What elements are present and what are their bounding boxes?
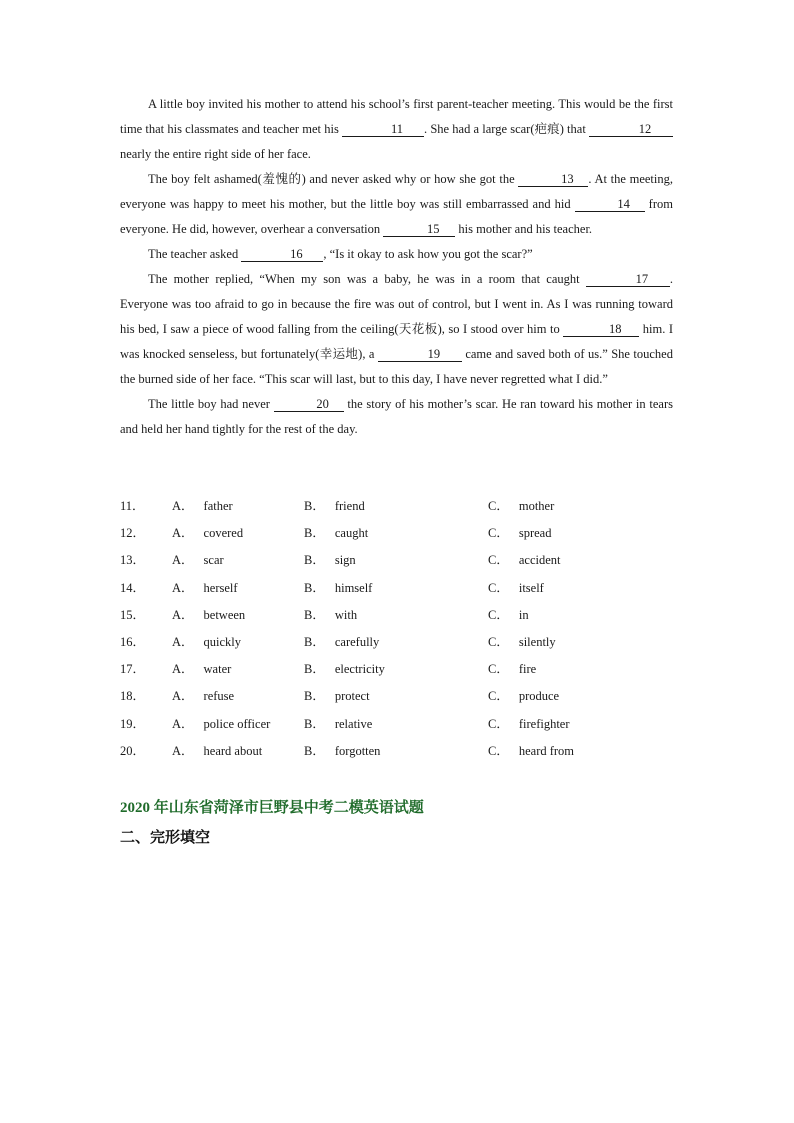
question-row xyxy=(120,601,680,628)
text: . At the meeting, everyone was happy to meet his mother, but the little boy was still embarrassed and hid xyxy=(120,172,673,211)
option-letter: C． xyxy=(488,553,509,568)
option-text: forgotten xyxy=(334,743,381,758)
option-c xyxy=(488,578,544,596)
option-text: itself xyxy=(518,580,544,595)
blank-15: 15 xyxy=(383,222,455,237)
question-number: 17． xyxy=(120,662,146,677)
option-letter: C． xyxy=(488,526,509,541)
option-text: accident xyxy=(518,553,561,568)
blank-14: 14 xyxy=(575,197,645,212)
option-letter: B． xyxy=(304,743,325,758)
option-b xyxy=(304,659,385,677)
paragraph-4 xyxy=(120,267,673,392)
text: nearly the entire right side of her face. xyxy=(120,147,311,161)
text: A little boy invited his mother to attend his school’s first parent-teacher meeting. This would be the first time that his classmates and teacher met his xyxy=(120,97,673,136)
paragraph-5 xyxy=(120,392,673,442)
blank-12: 12 xyxy=(589,122,673,137)
option-c xyxy=(488,605,529,623)
option-text: water xyxy=(203,662,232,677)
text: came and saved both of us.” She touched the burned side of her face. “This scar will last, but to this day, I have never regretted what I did.” xyxy=(120,347,673,386)
text: The boy felt ashamed(羞愧的) and never asked why or how she got the xyxy=(148,172,519,186)
option-letter: B． xyxy=(304,553,325,568)
blank-18: 18 xyxy=(563,322,639,337)
option-letter: A． xyxy=(172,716,194,731)
question-number: 12． xyxy=(120,526,146,541)
question-row xyxy=(120,519,680,546)
option-text: electricity xyxy=(334,662,385,677)
option-text: spread xyxy=(518,526,552,541)
question-row xyxy=(120,737,680,764)
option-a xyxy=(172,686,234,704)
option-text: covered xyxy=(203,526,244,541)
option-text: relative xyxy=(334,716,373,731)
paragraph-1 xyxy=(120,92,673,167)
question-number: 19． xyxy=(120,716,146,731)
option-text: friend xyxy=(334,499,365,513)
option-letter: C． xyxy=(488,580,509,595)
text: The little boy had never xyxy=(148,397,274,411)
option-a xyxy=(172,496,233,514)
text: his mother and his teacher. xyxy=(455,222,593,236)
option-b xyxy=(304,550,356,568)
option-text: scar xyxy=(203,553,224,568)
option-a xyxy=(172,605,245,623)
option-letter: C． xyxy=(488,607,509,622)
question-number: 20． xyxy=(120,743,146,758)
option-text: fire xyxy=(518,662,537,677)
option-letter: A． xyxy=(172,689,194,704)
option-letter: C． xyxy=(488,716,509,731)
option-c xyxy=(488,714,570,732)
option-a xyxy=(172,550,224,568)
option-a xyxy=(172,632,241,650)
question-row xyxy=(120,628,680,655)
question-number: 15． xyxy=(120,607,146,622)
option-text: refuse xyxy=(203,689,235,704)
blank-16: 16 xyxy=(241,247,323,262)
option-letter: B． xyxy=(304,607,325,622)
option-letter: A． xyxy=(172,634,194,649)
option-text: caught xyxy=(334,526,369,541)
option-letter: C． xyxy=(488,689,509,704)
option-b xyxy=(304,605,357,623)
option-text: heard from xyxy=(518,743,575,758)
option-text: silently xyxy=(518,634,556,649)
option-a xyxy=(172,714,270,732)
question-number: 18． xyxy=(120,689,146,704)
question-number: 16． xyxy=(120,634,146,649)
question-number: 11． xyxy=(120,499,145,513)
text: . She had a large scar(疤痕) that xyxy=(424,122,589,136)
option-text: produce xyxy=(518,689,560,704)
question-row xyxy=(120,546,680,573)
option-letter: B． xyxy=(304,526,325,541)
paragraph-2 xyxy=(120,167,673,242)
option-text: between xyxy=(203,607,246,622)
text: The teacher asked xyxy=(148,247,242,261)
option-a xyxy=(172,523,243,541)
question-row xyxy=(120,574,680,601)
blank-17: 17 xyxy=(586,272,670,287)
question-row xyxy=(120,710,680,737)
option-text: quickly xyxy=(203,634,242,649)
paragraph-3 xyxy=(120,242,673,267)
option-text: heard about xyxy=(203,743,263,758)
cloze-passage xyxy=(120,92,673,442)
option-letter: C． xyxy=(488,662,509,677)
option-text: mother xyxy=(518,499,555,513)
option-letter: A． xyxy=(172,607,194,622)
option-letter: A． xyxy=(172,743,194,758)
option-text: herself xyxy=(203,580,238,595)
option-letter: A． xyxy=(172,499,194,513)
option-b xyxy=(304,632,379,650)
text: . Everyone was too afraid to go in because the fire was out of control, but I went in. As I was running toward his bed, I saw a piece of wood falling from the ceiling(天花板), so I stood over him to xyxy=(120,272,673,336)
question-number: 13． xyxy=(120,553,146,568)
option-letter: B． xyxy=(304,662,325,677)
option-letter: C． xyxy=(488,743,509,758)
option-letter: A． xyxy=(172,662,194,677)
source-title: 2020 年山东省菏泽市巨野县中考二模英语试题 xyxy=(120,800,424,816)
option-b xyxy=(304,714,372,732)
option-letter: C． xyxy=(488,634,509,649)
option-b xyxy=(304,686,370,704)
option-text: firefighter xyxy=(518,716,570,731)
text: the story of his mother’s scar. He ran toward his mother in tears and held her hand tightly for the rest of the day. xyxy=(120,397,673,436)
option-text: carefully xyxy=(334,634,380,649)
question-row xyxy=(120,682,680,709)
blank-19: 19 xyxy=(378,347,462,362)
question-number: 14． xyxy=(120,580,146,595)
text: , “Is it okay to ask how you got the scar?” xyxy=(323,247,533,261)
option-text: father xyxy=(203,499,233,513)
option-letter: B． xyxy=(304,716,325,731)
option-letter: B． xyxy=(304,689,325,704)
blank-20: 20 xyxy=(274,397,344,412)
option-letter: A． xyxy=(172,580,194,595)
option-letter: A． xyxy=(172,553,194,568)
option-text: police officer xyxy=(203,716,271,731)
question-row xyxy=(120,492,680,519)
option-a xyxy=(172,578,238,596)
text: The mother replied, “When my son was a baby, he was in a room that caught xyxy=(148,272,586,286)
option-c xyxy=(488,741,574,759)
option-c xyxy=(488,686,559,704)
option-c xyxy=(488,632,556,650)
option-c xyxy=(488,523,551,541)
option-letter: B． xyxy=(304,634,325,649)
option-text: in xyxy=(518,607,529,622)
blank-13: 13 xyxy=(518,172,588,187)
option-letter: C． xyxy=(488,499,509,513)
option-text: sign xyxy=(334,553,356,568)
option-b xyxy=(304,523,368,541)
option-c xyxy=(488,659,536,677)
text: from everyone. He did, however, overhear a conversation xyxy=(120,197,673,236)
text: him. I was knocked senseless, but fortunately(幸运地), a xyxy=(120,322,673,361)
option-b xyxy=(304,496,365,514)
option-c xyxy=(488,550,560,568)
answer-options xyxy=(120,492,680,764)
option-text: with xyxy=(334,607,358,622)
section-title: 二、完形填空 xyxy=(120,830,211,846)
question-row xyxy=(120,655,680,682)
option-letter: A． xyxy=(172,526,194,541)
option-a xyxy=(172,659,231,677)
option-b xyxy=(304,578,372,596)
option-letter: B． xyxy=(304,580,325,595)
option-a xyxy=(172,741,262,759)
option-text: protect xyxy=(334,689,370,704)
option-text: himself xyxy=(334,580,373,595)
option-c xyxy=(488,496,554,514)
option-letter: B． xyxy=(304,499,325,513)
blank-11: 11 xyxy=(342,122,424,137)
option-b xyxy=(304,741,380,759)
